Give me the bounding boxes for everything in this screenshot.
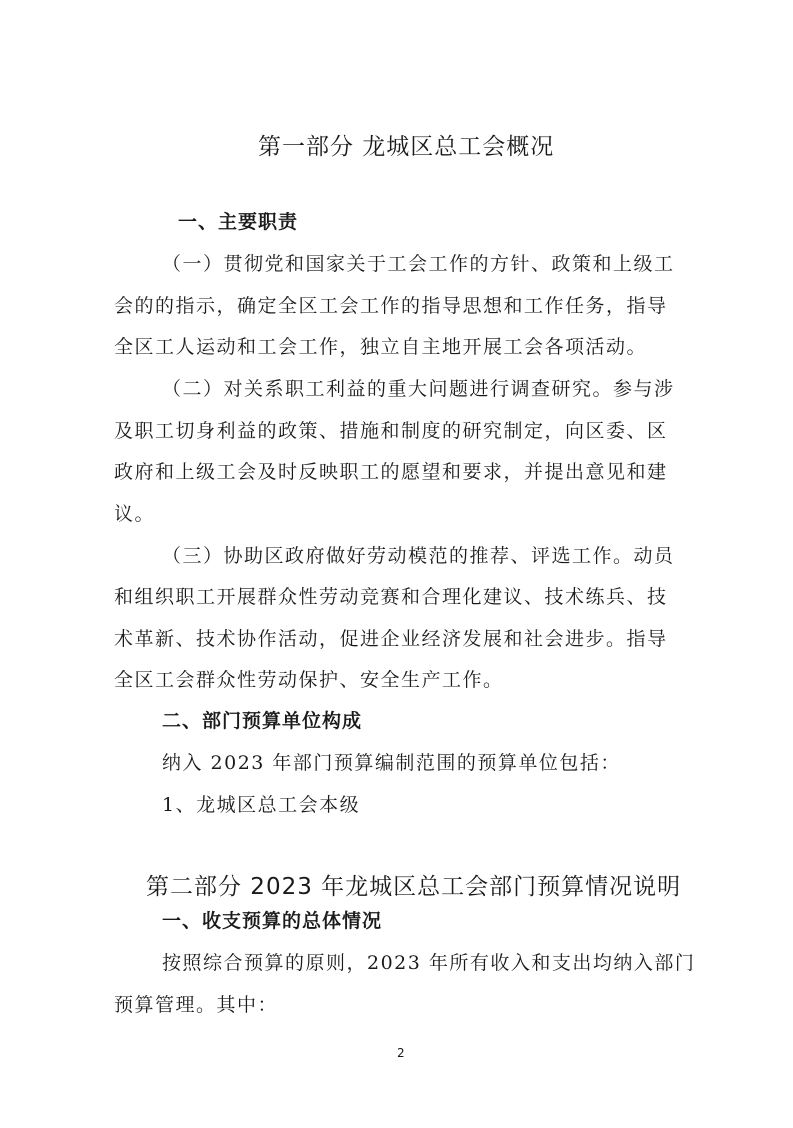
paragraph-line: 政府和上级工会及时反映职工的愿望和要求，并提出意见和建 bbox=[114, 461, 668, 483]
section2-intro: 纳入 2023 年部门预算编制范围的预算单位包括： bbox=[162, 752, 621, 774]
page-number: 2 bbox=[397, 1046, 405, 1060]
paragraph-line: 预算管理。其中： bbox=[114, 994, 279, 1016]
paragraph-line: （三）协助区政府做好劳动模范的推荐、评选工作。动员 bbox=[162, 545, 675, 567]
section2-heading: 二、部门预算单位构成 bbox=[162, 710, 363, 732]
paragraph-line: 术革新、技术协作活动，促进企业经济发展和社会进步。指导 bbox=[114, 628, 668, 650]
paragraph-line: （一）贯彻党和国家关于工会工作的方针、政策和上级工 bbox=[162, 253, 675, 275]
paragraph-line: 会的的指示，确定全区工会工作的指导思想和工作任务，指导 bbox=[114, 295, 668, 317]
paragraph-line: 议。 bbox=[114, 503, 156, 525]
paragraph-line: 全区工会群众性劳动保护、安全生产工作。 bbox=[114, 669, 504, 691]
section1-heading: 一、主要职责 bbox=[178, 211, 299, 233]
part1-title: 第一部分 龙城区总工会概况 bbox=[258, 134, 555, 160]
paragraph-line: 及职工切身利益的政策、措施和制度的研究制定，向区委、区 bbox=[114, 420, 668, 442]
paragraph-line: 全区工人运动和工会工作，独立自主地开展工会各项活动。 bbox=[114, 336, 648, 358]
paragraph-line: （二）对关系职工利益的重大问题进行调查研究。参与涉 bbox=[162, 378, 675, 400]
paragraph-line: 按照综合预算的原则，2023 年所有收入和支出均纳入部门 bbox=[162, 952, 696, 974]
paragraph-line: 和组织职工开展群众性劳动竞赛和合理化建议、技术练兵、技 bbox=[114, 586, 668, 608]
budget-unit-item: 1、龙城区总工会本级 bbox=[162, 794, 361, 816]
part2-section1-heading: 一、收支预算的总体情况 bbox=[162, 910, 383, 932]
part2-title: 第二部分 2023 年龙城区总工会部门预算情况说明 bbox=[146, 874, 682, 900]
